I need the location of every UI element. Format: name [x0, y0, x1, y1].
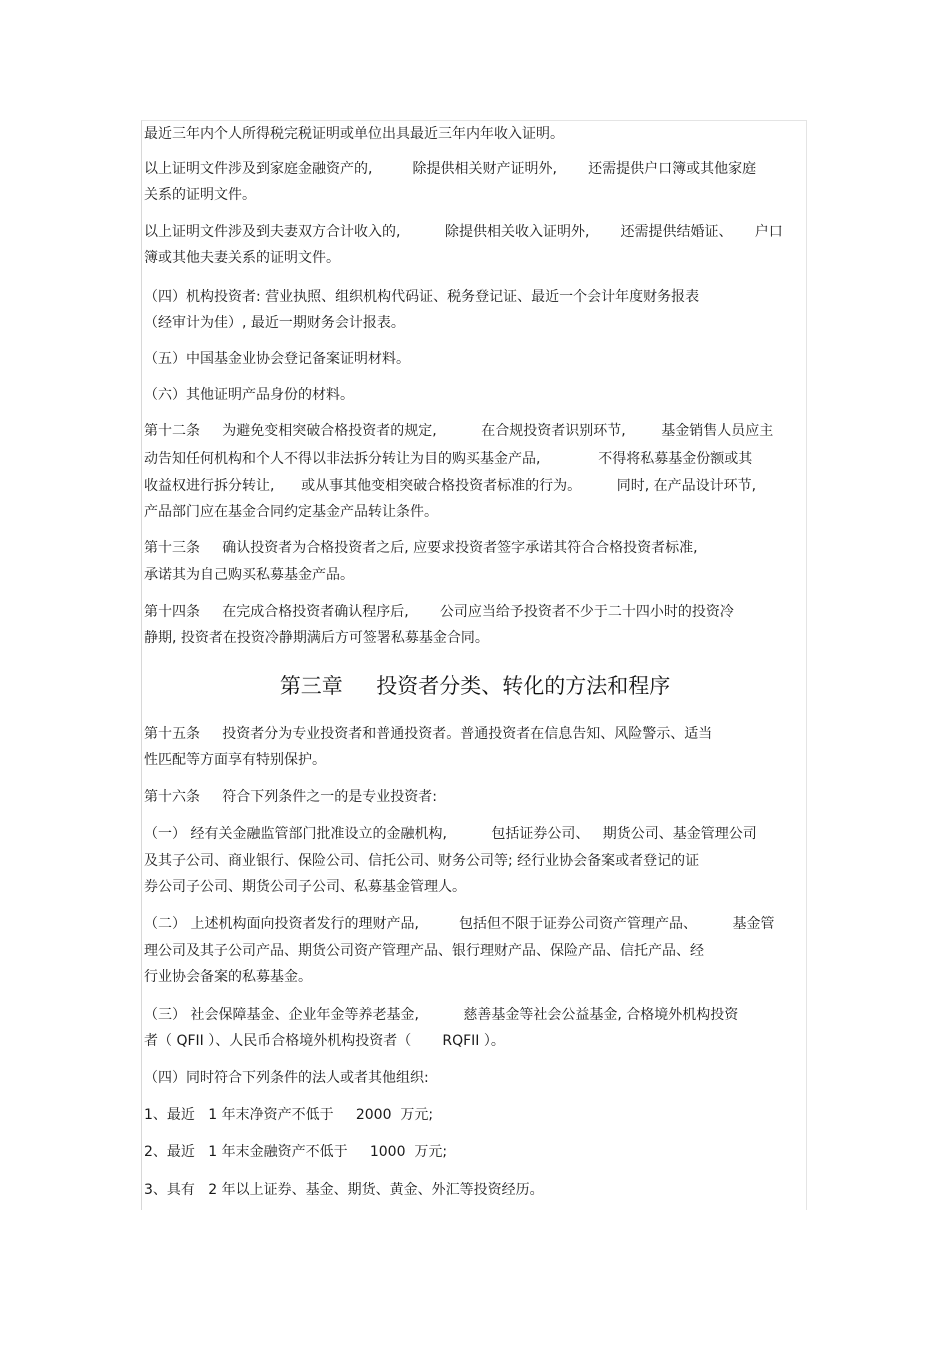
- text-line: 者（ QFII ）、人民币合格境外机构投资者（ RQFII ）。: [144, 1033, 505, 1049]
- text-line: 承诺其为自己购买私募基金产品。: [144, 567, 354, 583]
- text-line: （六）其他证明产品身份的材料。: [144, 387, 354, 403]
- text-line: 第十五条 投资者分为专业投资者和普通投资者。普通投资者在信息告知、风险警示、适当: [144, 726, 713, 742]
- chapter-heading: 第三章 投资者分类、转化的方法和程序: [279, 674, 671, 698]
- text-line: 第十二条 为避免变相突破合格投资者的规定, 在合规投资者识别环节, 基金销售人员应主: [144, 423, 774, 439]
- text-line: （一） 经有关金融监管部门批准设立的金融机构, 包括证券公司、 期货公司、基金管理公司: [144, 826, 757, 842]
- text-line: 关系的证明文件。: [144, 187, 256, 203]
- text-line: 2、最近 1 年末金融资产不低于 1000 万元;: [144, 1144, 448, 1160]
- text-line: 静期, 投资者在投资冷静期满后方可签署私募基金合同。: [144, 630, 489, 646]
- text-line: （四）机构投资者: 营业执照、组织机构代码证、税务登记证、最近一个会计年度财务报表: [144, 289, 700, 305]
- text-line: 1、最近 1 年末净资产不低于 2000 万元;: [144, 1107, 434, 1123]
- text-line: （经审计为佳）, 最近一期财务会计报表。: [144, 315, 405, 331]
- text-line: 性匹配等方面享有特别保护。: [144, 752, 326, 768]
- text-line: 第十六条 符合下列条件之一的是专业投资者:: [144, 789, 437, 805]
- text-line: （四）同时符合下列条件的法人或者其他组织:: [144, 1070, 429, 1086]
- text-line: 券公司子公司、期货公司子公司、私募基金管理人。: [144, 879, 466, 895]
- text-line: 理公司及其子公司产品、期货公司资产管理产品、银行理财产品、保险产品、信托产品、经: [144, 943, 704, 959]
- text-line: 第十三条 确认投资者为合格投资者之后, 应要求投资者签字承诺其符合合格投资者标准,: [144, 540, 698, 556]
- text-line: （三） 社会保障基金、企业年金等养老基金, 慈善基金等社会公益基金, 合格境外机构投资: [144, 1007, 739, 1023]
- text-line: （五）中国基金业协会登记备案证明材料。: [144, 351, 410, 367]
- text-line: 行业协会备案的私募基金。: [144, 969, 312, 985]
- text-line: 产品部门应在基金合同约定基金产品转让条件。: [144, 504, 438, 520]
- text-line: 动告知任何机构和个人不得以非法拆分转让为目的购买基金产品, 不得将私募基金份额或其: [144, 451, 753, 467]
- text-line: 及其子公司、商业银行、保险公司、信托公司、财务公司等; 经行业协会备案或者登记的证: [144, 853, 700, 869]
- text-line: 以上证明文件涉及到家庭金融资产的, 除提供相关财产证明外, 还需提供户口簿或其他家庭: [144, 161, 757, 177]
- text-line: 最近三年内个人所得税完税证明或单位出具最近三年内年收入证明。: [144, 126, 564, 142]
- text-line: 簿或其他夫妻关系的证明文件。: [144, 250, 340, 266]
- text-line: 第十四条 在完成合格投资者确认程序后, 公司应当给予投资者不少于二十四小时的投资冷: [144, 604, 734, 620]
- text-line: 3、具有 2 年以上证券、基金、期货、黄金、外汇等投资经历。: [144, 1182, 544, 1198]
- text-line: （二） 上述机构面向投资者发行的理财产品, 包括但不限于证券公司资产管理产品、 基金管: [144, 916, 775, 932]
- text-line: 以上证明文件涉及到夫妻双方合计收入的, 除提供相关收入证明外, 还需提供结婚证、 户口: [144, 224, 783, 240]
- text-line: 收益权进行拆分转让, 或从事其他变相突破合格投资者标准的行为。 同时, 在产品设计环节,: [144, 478, 757, 494]
